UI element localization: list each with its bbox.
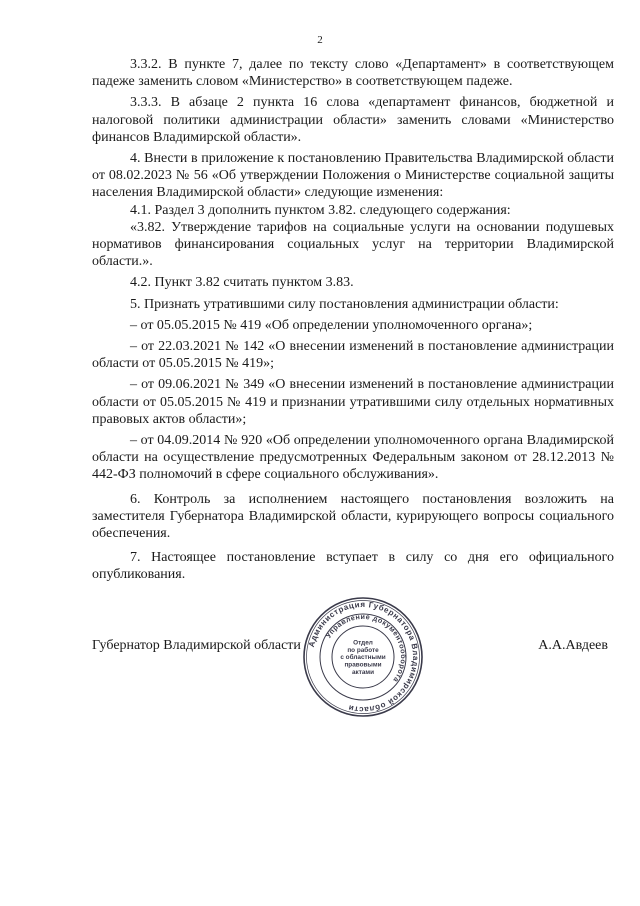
list-item-142: – от 22.03.2021 № 142 «О внесении изменений в постановление администрации области от 05.05.2015 № 419»; [92, 339, 614, 372]
paragraph-5: 5. Признать утратившими силу постановления администрации области: [130, 296, 559, 312]
paragraph-3-82-quote: «3.82. Утверждение тарифов на социальные услуги на основании подушевых нормативов финансирования социальных услуг на территории Владимирской области.». [92, 219, 614, 270]
paragraph-4: 4. Внести в приложение к постановлению Правительства Владимирской области от 08.02.2023 № 56 «Об утверждении Положения о Министерстве социальной защиты населения Владимирской области» следующие изменения: [92, 151, 614, 201]
paragraph-6: 6. Контроль за исполнением настоящего постановления возложить на заместителя Губернатора Владимирской области, курирующего вопросы социального обеспечения. [92, 491, 614, 542]
seal-center-line: с областными [340, 654, 386, 662]
seal-center-line: Отдел [353, 639, 373, 647]
svg-text:Управление документооборота: Управление документооборота [323, 611, 409, 685]
signatory-position: Губернатор Владимирской области [92, 638, 301, 653]
seal-center-line: по работе [347, 646, 379, 654]
paragraph-4-2: 4.2. Пункт 3.82 считать пунктом 3.83. [130, 275, 354, 291]
list-item-349: – от 09.06.2021 № 349 «О внесении изменений в постановление администрации области от 05.05.2015 № 419 и признании утратившими силу отдельных нормативных правовых актов области»; [92, 377, 614, 427]
paragraph-3-3-3: 3.3.3. В абзаце 2 пункта 16 слова «департамент финансов, бюджетной и налоговой политики администрации области» заменить словами «Министерство финансов Владимирской области». [92, 95, 614, 145]
official-seal-stamp [302, 596, 424, 718]
page-number: 2 [317, 34, 323, 46]
list-item-920: – от 04.09.2014 № 920 «Об определении уполномоченного органа Владимирской области на осуществление предусмотренных Федеральным законом от 28.12.2013 № 442-ФЗ полномочий в сфере социального обслуживания». [92, 433, 614, 483]
paragraph-4-1: 4.1. Раздел 3 дополнить пунктом 3.82. следующего содержания: [130, 202, 511, 218]
seal-center-line: правовыми [344, 661, 382, 669]
paragraph-7: 7. Настоящее постановление вступает в силу со дня его официального опубликования. [92, 550, 614, 583]
svg-text:Администрация Губернатора Влад: Администрация Губернатора Владимирской области [306, 599, 421, 715]
paragraph-3-3-2: 3.3.2. В пункте 7, далее по тексту слово «Департамент» в соответствующем падеже заменить словом «Министерство» в соответствующем падеже. [92, 57, 614, 90]
seal-center-line: актами [351, 669, 375, 676]
seal-icon [302, 596, 424, 718]
signatory-name: А.А.Авдеев [538, 638, 608, 653]
document-body [92, 56, 614, 584]
list-item-419: – от 05.05.2015 № 419 «Об определении уполномоченного органа»; [130, 317, 533, 333]
